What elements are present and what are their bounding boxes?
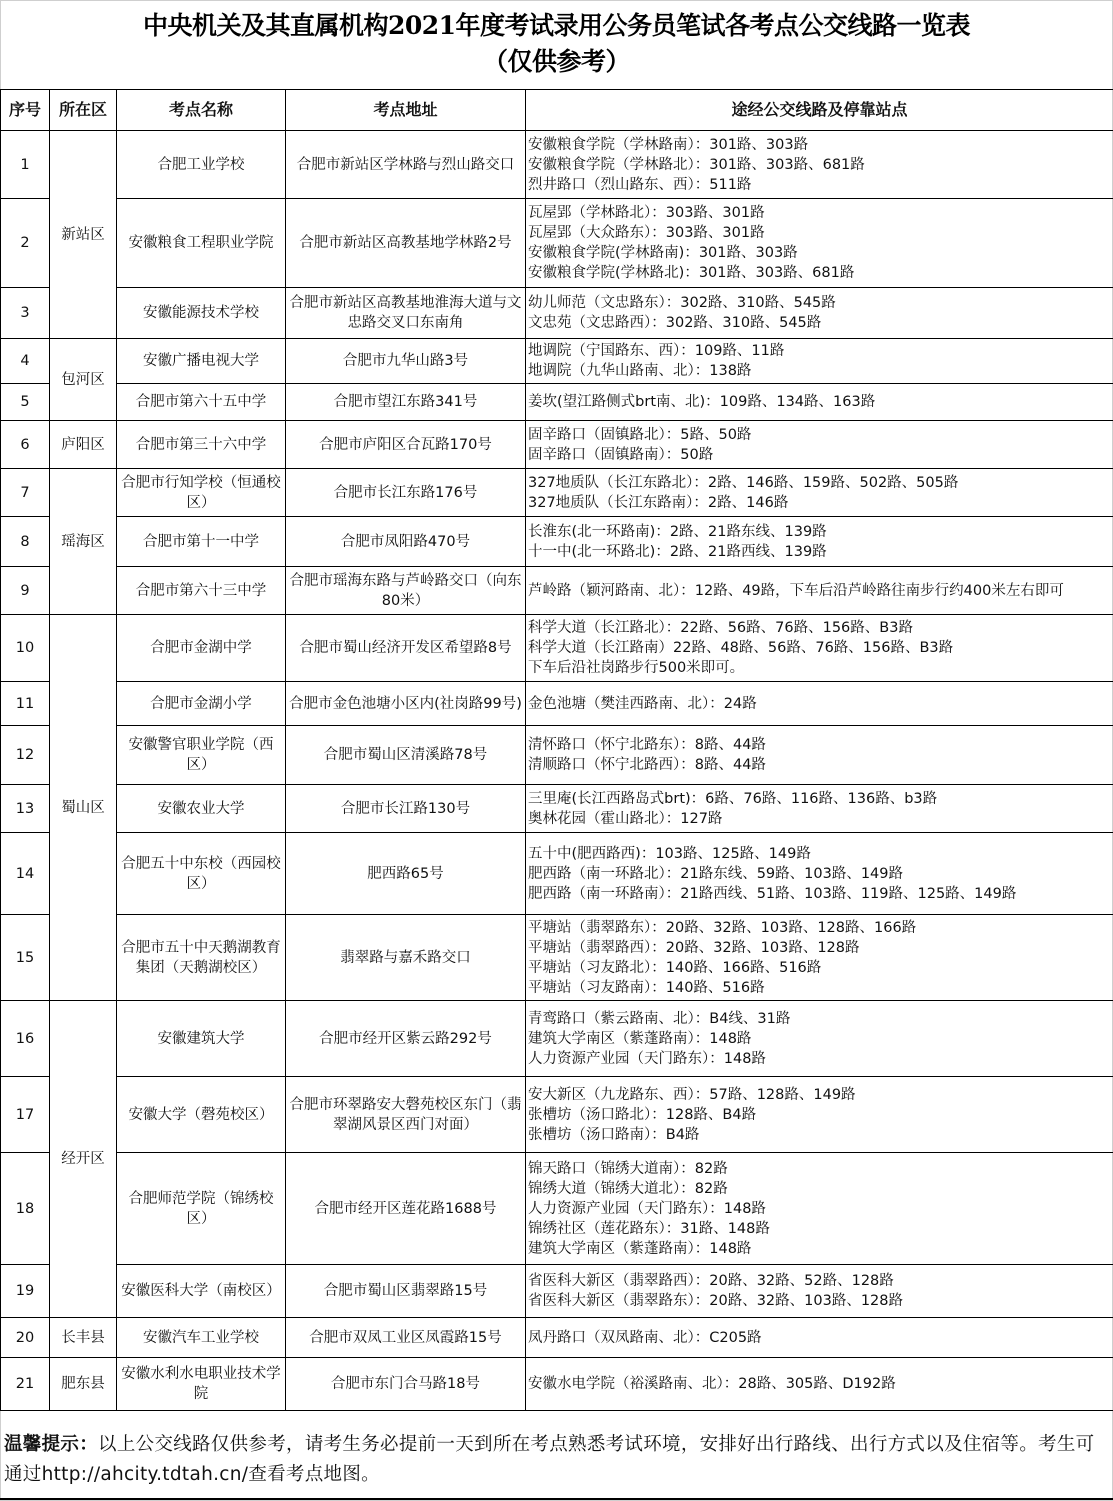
bus-routes-cell [526, 726, 1113, 785]
table-row [1, 1001, 1113, 1077]
table-row [1, 726, 1113, 785]
row-number: 12 [1, 726, 50, 785]
bus-route-line: 平塘站（翡翠路东）：20路、32路、103路、128路、166路 [528, 919, 917, 936]
row-number: 18 [1, 1153, 50, 1265]
bus-route-line: 长淮东(北一环路南)：2路、21路东线、139路 [528, 523, 827, 540]
bus-route-line: 锦天路口（锦绣大道南）：82路 [528, 1160, 728, 1177]
bus-routes-cell [526, 567, 1113, 615]
bus-route-line: 省医科大新区（翡翠路西）：20路、32路、52路、128路 [528, 1273, 894, 1289]
district-cell: 长丰县 [50, 1318, 117, 1358]
header-bus-routes: 途经公交线路及停靠站点 [526, 90, 1113, 131]
site-address: 合肥市双凤工业区凤霞路15号 [286, 1318, 526, 1358]
row-number: 10 [1, 615, 50, 682]
bus-route-line: 人力资源产业园（天门路东）：148路 [528, 1200, 766, 1217]
bus-route-line: 建筑大学南区（紫蓬路南）：148路 [528, 1030, 752, 1047]
site-name: 合肥市第六十五中学 [117, 384, 286, 421]
site-name: 合肥市行知学校（恒通校区） [117, 469, 286, 517]
site-name: 合肥市第六十三中学 [117, 567, 286, 615]
site-name: 合肥市金湖小学 [117, 682, 286, 726]
row-number: 19 [1, 1265, 50, 1318]
site-address: 合肥市蜀山区翡翠路15号 [286, 1265, 526, 1318]
table-row [1, 517, 1113, 567]
bus-routes-cell [526, 1265, 1113, 1318]
site-name: 合肥市第十一中学 [117, 517, 286, 567]
table-row [1, 1318, 1113, 1358]
site-address: 合肥市蜀山经济开发区希望路8号 [286, 615, 526, 682]
table-row [1, 339, 1113, 384]
bus-route-line: 平塘站（翡翠路西）：20路、32路、103路、128路 [528, 939, 860, 956]
bus-routes-cell [526, 517, 1113, 567]
bottom-divider [0, 1498, 1113, 1500]
site-name: 安徽建筑大学 [117, 1001, 286, 1077]
bus-routes-cell [526, 915, 1113, 1001]
table-row [1, 131, 1113, 199]
header-no: 序号 [1, 90, 50, 131]
site-address: 合肥市环翠路安大磬苑校区东门（翡翠湖风景区西门对面） [286, 1077, 526, 1153]
bus-route-line: 平塘站（习友路南）：140路、516路 [528, 979, 765, 996]
site-address: 合肥市瑶海东路与芦岭路交口（向东80米） [286, 567, 526, 615]
district-cell: 经开区 [50, 1001, 117, 1318]
site-name: 安徽医科大学（南校区） [117, 1265, 286, 1318]
site-address: 合肥市经开区紫云路292号 [286, 1001, 526, 1077]
bus-routes-cell [526, 682, 1113, 726]
bus-routes-cell [526, 1318, 1113, 1358]
site-address: 肥西路65号 [286, 833, 526, 915]
title-main: 中央机关及其直属机构2021年度考试录用公务员笔试各考点公交线路一览表 [142, 11, 971, 40]
row-number: 4 [1, 339, 50, 384]
site-name: 安徽粮食工程职业学院 [117, 199, 286, 288]
bus-routes-cell [526, 339, 1113, 384]
bus-route-line: 幼儿师范（文忠路东）：302路、310路、545路 [528, 295, 836, 311]
site-address: 合肥市蜀山区清溪路78号 [286, 726, 526, 785]
bus-route-line: 金色池塘（樊洼西路南、北）：24路 [528, 695, 757, 712]
bus-route-line: 肥西路（南一环路南）：21路西线、51路、103路、119路、125路、149路 [528, 885, 1017, 902]
header-district: 所在区 [50, 90, 117, 131]
page-title [0, 8, 1113, 80]
bus-route-line: 地调院（九华山路南、北）：138路 [528, 363, 752, 379]
bus-route-line: 清顺路口（怀宁北路西）：8路、44路 [528, 757, 766, 773]
bus-route-line: 地调院（宁国路东、西）：109路、11路 [528, 343, 785, 359]
table-row [1, 1153, 1113, 1265]
row-number: 8 [1, 517, 50, 567]
bus-route-line: 奥林花园（霍山路北）：127路 [528, 810, 723, 827]
site-name: 安徽大学（磬苑校区） [117, 1077, 286, 1153]
row-number: 11 [1, 682, 50, 726]
site-name: 安徽能源技术学校 [117, 288, 286, 339]
site-name: 安徽警官职业学院（西区） [117, 726, 286, 785]
site-name: 安徽广播电视大学 [117, 339, 286, 384]
bus-route-line: 安徽粮食学院(学林路南)：301路、303路 [528, 245, 798, 261]
row-number: 2 [1, 199, 50, 288]
bus-route-line: 省医科大新区（翡翠路东）：20路、32路、103路、128路 [528, 1293, 904, 1309]
title-subtitle: （仅供参考） [482, 47, 630, 76]
bus-route-line: 清怀路口（怀宁北路东）：8路、44路 [528, 737, 766, 753]
site-name: 安徽水利水电职业技术学院 [117, 1358, 286, 1411]
table-row [1, 1077, 1113, 1153]
row-number: 13 [1, 785, 50, 833]
table-body [1, 131, 1113, 1411]
district-cell: 蜀山区 [50, 615, 117, 1001]
bus-route-line: 安徽水电学院（裕溪路南、北）：28路、305路、D192路 [528, 1376, 896, 1392]
bus-routes-cell [526, 615, 1113, 682]
bus-route-line: 327地质队（长江东路北）：2路、146路、159路、502路、505路 [528, 474, 959, 491]
header-site-address: 考点地址 [286, 90, 526, 131]
bus-route-line: 张槽坊（汤口路北）：128路、B4路 [528, 1106, 757, 1123]
site-address: 合肥市金色池塘小区内(社岗路99号) [286, 682, 526, 726]
district-cell: 瑶海区 [50, 469, 117, 615]
row-number: 14 [1, 833, 50, 915]
bus-route-line: 五十中(肥西路西)：103路、125路、149路 [528, 845, 811, 862]
table-row [1, 469, 1113, 517]
bus-routes-cell [526, 469, 1113, 517]
table-row [1, 384, 1113, 421]
row-number: 3 [1, 288, 50, 339]
site-address: 合肥市长江路130号 [286, 785, 526, 833]
bus-route-line: 建筑大学南区（紫蓬路南）：148路 [528, 1240, 752, 1257]
site-address: 合肥市新站区学林路与烈山路交口 [286, 131, 526, 199]
table-row [1, 915, 1113, 1001]
site-address: 合肥市新站区高教基地学林路2号 [286, 199, 526, 288]
row-number: 5 [1, 384, 50, 421]
table-row [1, 421, 1113, 469]
bus-route-line: 十一中(北一环路北)：2路、21路西线、139路 [528, 543, 827, 560]
bus-route-table [0, 89, 1113, 1411]
bus-route-line: 三里庵(长江西路岛式brt)：6路、76路、116路、136路、b3路 [528, 790, 938, 807]
table-header-row [1, 90, 1113, 131]
table-row [1, 615, 1113, 682]
site-address: 合肥市庐阳区合瓦路170号 [286, 421, 526, 469]
bus-route-line: 锦绣社区（莲花路东）：31路、148路 [528, 1220, 770, 1237]
district-cell: 包河区 [50, 339, 117, 421]
site-address: 合肥市凤阳路470号 [286, 517, 526, 567]
bus-route-line: 科学大道（长江路南）22路、48路、56路、76路、156路、B3路 [528, 640, 954, 656]
bus-route-line: 固辛路口（固镇路北）：5路、50路 [528, 426, 752, 443]
row-number: 21 [1, 1358, 50, 1411]
site-address: 合肥市九华山路3号 [286, 339, 526, 384]
bus-route-line: 瓦屋郢（大众路东）：303路、301路 [528, 225, 765, 241]
bus-routes-cell [526, 833, 1113, 915]
table-row [1, 199, 1113, 288]
table-row [1, 785, 1113, 833]
site-name: 合肥五十中东校（西园校区） [117, 833, 286, 915]
site-name: 合肥工业学校 [117, 131, 286, 199]
header-site-name: 考点名称 [117, 90, 286, 131]
site-address: 翡翠路与嘉禾路交口 [286, 915, 526, 1001]
bus-routes-cell [526, 1358, 1113, 1411]
bus-route-line: 327地质队（长江东路南）：2路、146路 [528, 494, 789, 511]
table-row [1, 288, 1113, 339]
table-row [1, 833, 1113, 915]
bus-route-line: 固辛路口（固镇路南）：50路 [528, 446, 714, 463]
bus-routes-cell [526, 1077, 1113, 1153]
site-address: 合肥市望江东路341号 [286, 384, 526, 421]
bus-route-line: 安徽粮食学院(学林路北)：301路、303路、681路 [528, 265, 855, 281]
site-address: 合肥市东门合马路18号 [286, 1358, 526, 1411]
row-number: 20 [1, 1318, 50, 1358]
footer-note [4, 1430, 1109, 1490]
bus-route-line: 安大新区（九龙路东、西）：57路、128路、149路 [528, 1086, 856, 1103]
site-name: 合肥市第三十六中学 [117, 421, 286, 469]
bus-route-line: 芦岭路（颖河路南、北）：12路、49路，下车后沿芦岭路往南步行约400米左右即可 [528, 582, 1064, 599]
bus-route-line: 肥西路（南一环路北）：21路东线、59路、103路、149路 [528, 865, 904, 882]
bus-routes-cell [526, 785, 1113, 833]
row-number: 1 [1, 131, 50, 199]
row-number: 6 [1, 421, 50, 469]
bus-route-line: 人力资源产业园（天门路东）：148路 [528, 1050, 766, 1067]
table-row [1, 1265, 1113, 1318]
site-address: 合肥市经开区莲花路1688号 [286, 1153, 526, 1265]
bus-route-line: 青鸾路口（紫云路南、北）：B4线、31路 [528, 1010, 791, 1027]
bus-route-line: 姜坎(望江路侧式brt南、北)：109路、134路、163路 [528, 394, 876, 410]
table-row [1, 1358, 1113, 1411]
bus-route-line: 锦绣大道（锦绣大道北）：82路 [528, 1180, 728, 1197]
site-address: 合肥市新站区高教基地淮海大道与文忠路交叉口东南角 [286, 288, 526, 339]
row-number: 16 [1, 1001, 50, 1077]
bus-route-line: 安徽粮食学院（学林路南）：301路、303路 [528, 136, 809, 153]
bus-routes-cell [526, 199, 1113, 288]
site-address: 合肥市长江东路176号 [286, 469, 526, 517]
table-row [1, 682, 1113, 726]
bus-routes-cell [526, 384, 1113, 421]
site-name: 合肥市五十中天鹅湖教育集团（天鹅湖校区） [117, 915, 286, 1001]
table-row [1, 567, 1113, 615]
site-name: 安徽汽车工业学校 [117, 1318, 286, 1358]
site-name: 安徽农业大学 [117, 785, 286, 833]
district-cell: 庐阳区 [50, 421, 117, 469]
bus-route-line: 科学大道（长江路北）：22路、56路、76路、156路、B3路 [528, 620, 913, 636]
footer-lead: 温馨提示： [4, 1434, 99, 1455]
district-cell: 肥东县 [50, 1358, 117, 1411]
bus-route-line: 下车后沿社岗路步行500米即可。 [528, 660, 745, 676]
bus-route-line: 瓦屋郢（学林路北）：303路、301路 [528, 205, 765, 221]
bus-routes-cell [526, 288, 1113, 339]
bus-routes-cell [526, 1001, 1113, 1077]
footer-text: 以上公交线路仅供参考，请考生务必提前一天到所在考点熟悉考试环境，安排好出行路线、出行方式以及住宿等。考生可通过http://ahcity.tdtah.cn/查看考点地图。 [4, 1434, 1095, 1485]
bus-route-line: 平塘站（习友路北）：140路、166路、516路 [528, 959, 822, 976]
bus-routes-cell [526, 1153, 1113, 1265]
row-number: 9 [1, 567, 50, 615]
site-name: 合肥市金湖中学 [117, 615, 286, 682]
site-name: 合肥师范学院（锦绣校区） [117, 1153, 286, 1265]
bus-route-line: 凤丹路口（双凤路南、北）：C205路 [528, 1329, 762, 1346]
bus-route-line: 文忠苑（文忠路西）：302路、310路、545路 [528, 315, 822, 331]
row-number: 17 [1, 1077, 50, 1153]
bus-routes-cell [526, 131, 1113, 199]
bus-route-line: 安徽粮食学院（学林路北）：301路、303路、681路 [528, 156, 865, 173]
district-cell: 新站区 [50, 131, 117, 339]
bus-route-line: 张槽坊（汤口路南）：B4路 [528, 1126, 700, 1143]
bus-route-line: 烈井路口（烈山路东、西）：511路 [528, 176, 752, 193]
bus-routes-cell [526, 421, 1113, 469]
row-number: 7 [1, 469, 50, 517]
row-number: 15 [1, 915, 50, 1001]
